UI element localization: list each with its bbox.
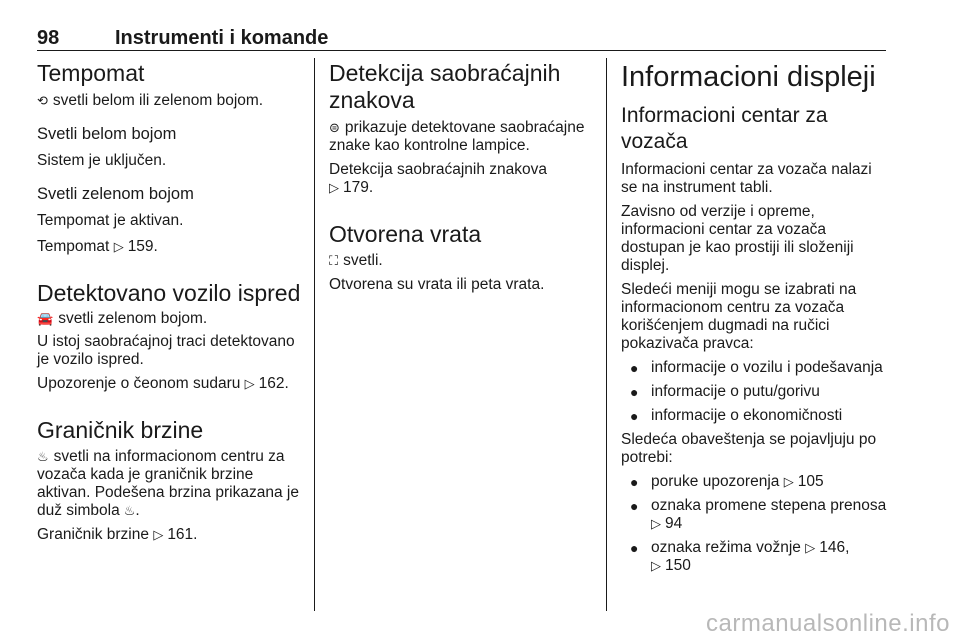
list-item: ● oznaka režima vožnje ▷ 146, ▷ 150 [630,539,850,574]
list-item: ● oznaka promene stepena prenosa ▷ 94 [630,497,887,532]
arrow-icon: ▷ [329,180,339,195]
cruise-icon: ⟲ [37,93,48,108]
speed-limiter-icon: ♨ [123,503,136,518]
paragraph: U istoj saobraćajnoj traci detektovano je vozilo ispred. [37,333,295,368]
page-number: 98 [37,27,60,49]
speed-limiter-icon: ♨ [37,449,49,464]
section-heading: Detekcija saobraćajnih znakova [329,60,561,113]
car-icon: 🚘 [37,311,54,326]
section-heading: Tempomat [37,60,145,86]
column-2 [329,60,595,294]
section-heading: Graničnik brzine [37,417,204,443]
list-item: ● informacije o ekonomičnosti [630,407,843,424]
cross-reference: Upozorenje o čeonom sudaru ▷ 162. [37,375,289,392]
arrow-icon: ▷ [651,558,661,573]
section-heading: Informacioni centar za vozača [621,104,828,153]
arrow-icon: ▷ [153,527,164,542]
cross-reference: Graničnik brzine ▷ 161. [37,526,198,543]
paragraph: 🚘 svetli zelenom bojom. [37,310,208,327]
subheading: Svetli belom bojom [37,125,177,143]
paragraph: Informacioni centar za vozača nalazi se na instrument tabli. [621,161,872,196]
paragraph: ⟲ svetli belom ili zelenom bojom. [37,92,264,109]
column-divider [606,58,607,611]
subheading: Svetli zelenom bojom [37,185,194,203]
list-item: ● poruke upozorenja ▷ 105 [630,473,824,490]
paragraph: ♨ svetli na informacionom centru za vozača kada je graničnik brzine aktivan. Podešena brzina prikazana je duž simbola ♨. [37,448,299,519]
bullet-list [621,359,887,425]
paragraph: ⛶ svetli. [329,252,383,269]
list-item: ● informacije o vozilu i podešavanja [630,359,883,376]
section-heading: Detektovano vozilo ispred [37,280,301,306]
arrow-icon: ▷ [113,239,124,254]
door-icon: ⛶ [329,253,339,268]
paragraph: Tempomat je aktivan. [37,212,184,229]
arrow-icon: ▷ [783,474,794,489]
column-1 [37,60,302,544]
chapter-heading: Informacioni displeji [621,61,876,93]
arrow-icon: ▷ [651,516,661,531]
paragraph: Otvorena su vrata ili peta vrata. [329,276,545,293]
bullet-icon: ● [630,408,639,424]
paragraph: ⊜ prikazuje detektovane saobraćajne znake kao kontrolne lampice. [329,119,585,154]
arrow-icon: ▷ [244,376,255,391]
bullet-icon: ● [630,360,639,376]
bullet-list [621,473,887,575]
paragraph: Sledeći meniji mogu se izabrati na informacionom centru za vozača korišćenjem dugmadi na ručici pokazivača pravca: [621,281,857,352]
arrow-icon: ▷ [805,540,816,555]
section-heading: Otvorena vrata [329,221,482,247]
paragraph: Sledeća obaveštenja se pojavljuju po potrebi: [621,431,877,466]
page-header [37,26,886,51]
watermark: carmanualsonline.info [706,610,950,637]
column-3 [621,60,887,575]
bullet-icon: ● [630,498,639,514]
traffic-sign-icon: ⊜ [329,120,340,135]
bullet-icon: ● [630,474,639,490]
paragraph: Sistem je uključen. [37,152,167,169]
cross-reference: Tempomat ▷ 159. [37,238,158,255]
cross-reference: Detekcija saobraćajnih znakova ▷ 179. [329,161,547,196]
column-divider [314,58,315,611]
bullet-icon: ● [630,540,639,556]
page-title: Instrumenti i komande [115,27,329,49]
list-item: ● informacije o putu/gorivu [630,383,820,400]
bullet-icon: ● [630,384,639,400]
paragraph: Zavisno od verzije i opreme, informacioni centar za vozača dostupan je kao prostiji ili složeniji displej. [621,203,854,274]
